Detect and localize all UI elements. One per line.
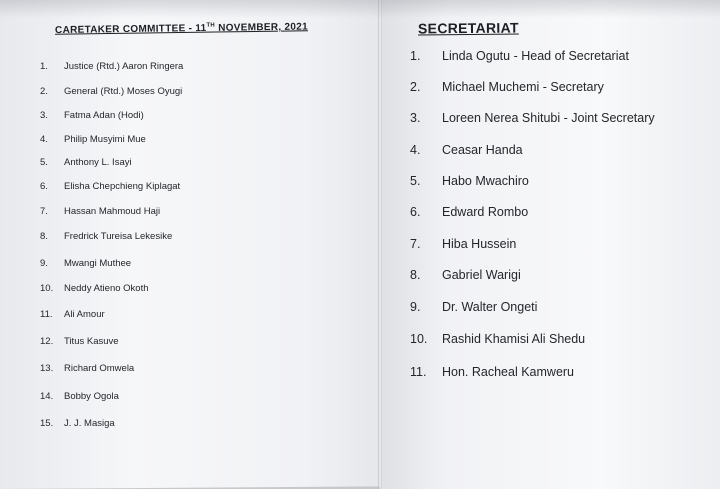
list-item: 5. Anthony L. Isayi	[40, 157, 132, 168]
list-item: 3. Loreen Nerea Shitubi - Joint Secretary	[410, 111, 655, 125]
list-item: 3. Fatma Adan (Hodi)	[40, 110, 144, 121]
list-item: 1. Justice (Rtd.) Aaron Ringera	[40, 61, 184, 72]
list-item: 5. Habo Mwachiro	[410, 174, 529, 188]
list-item: 8. Gabriel Warigi	[410, 268, 521, 282]
list-item: 9. Mwangi Muthee	[40, 258, 132, 269]
list-item: 2. Michael Muchemi - Secretary	[410, 80, 604, 94]
list-item: 2. General (Rtd.) Moses Oyugi	[40, 86, 183, 97]
list-item: 8. Fredrick Tureisa Lekesike	[40, 231, 173, 242]
caretaker-committee-title: CARETAKER COMMITTEE - 11TH NOVEMBER, 2021	[54, 21, 309, 37]
list-item: 7. Hiba Hussein	[410, 237, 517, 251]
list-item: 11. Hon. Racheal Kamweru	[410, 365, 575, 379]
list-item: 4. Ceasar Handa	[410, 143, 523, 157]
list-item: 14. Bobby Ogola	[40, 391, 119, 402]
list-item: 6. Elisha Chepchieng Kiplagat	[40, 181, 181, 192]
list-item: 15. J. J. Masiga	[40, 418, 115, 429]
list-item: 13. Richard Omwela	[40, 363, 135, 374]
list-item: 9. Dr. Walter Ongeti	[410, 300, 538, 314]
list-item: 7. Hassan Mahmoud Haji	[40, 206, 161, 217]
list-item: 11. Ali Amour	[40, 309, 105, 320]
secretariat-title: SECRETARIAT	[417, 19, 519, 37]
top-shadow	[0, 0, 720, 18]
page-fold	[378, 0, 382, 489]
list-item: 12. Titus Kasuve	[40, 336, 119, 347]
list-item: 1. Linda Ogutu - Head of Secretariat	[410, 49, 629, 63]
list-item: 10. Rashid Khamisi Ali Shedu	[410, 332, 586, 346]
list-item: 4. Philip Musyimi Mue	[40, 134, 146, 145]
list-item: 10. Neddy Atieno Okoth	[40, 283, 149, 294]
list-item: 6. Edward Rombo	[410, 205, 529, 219]
